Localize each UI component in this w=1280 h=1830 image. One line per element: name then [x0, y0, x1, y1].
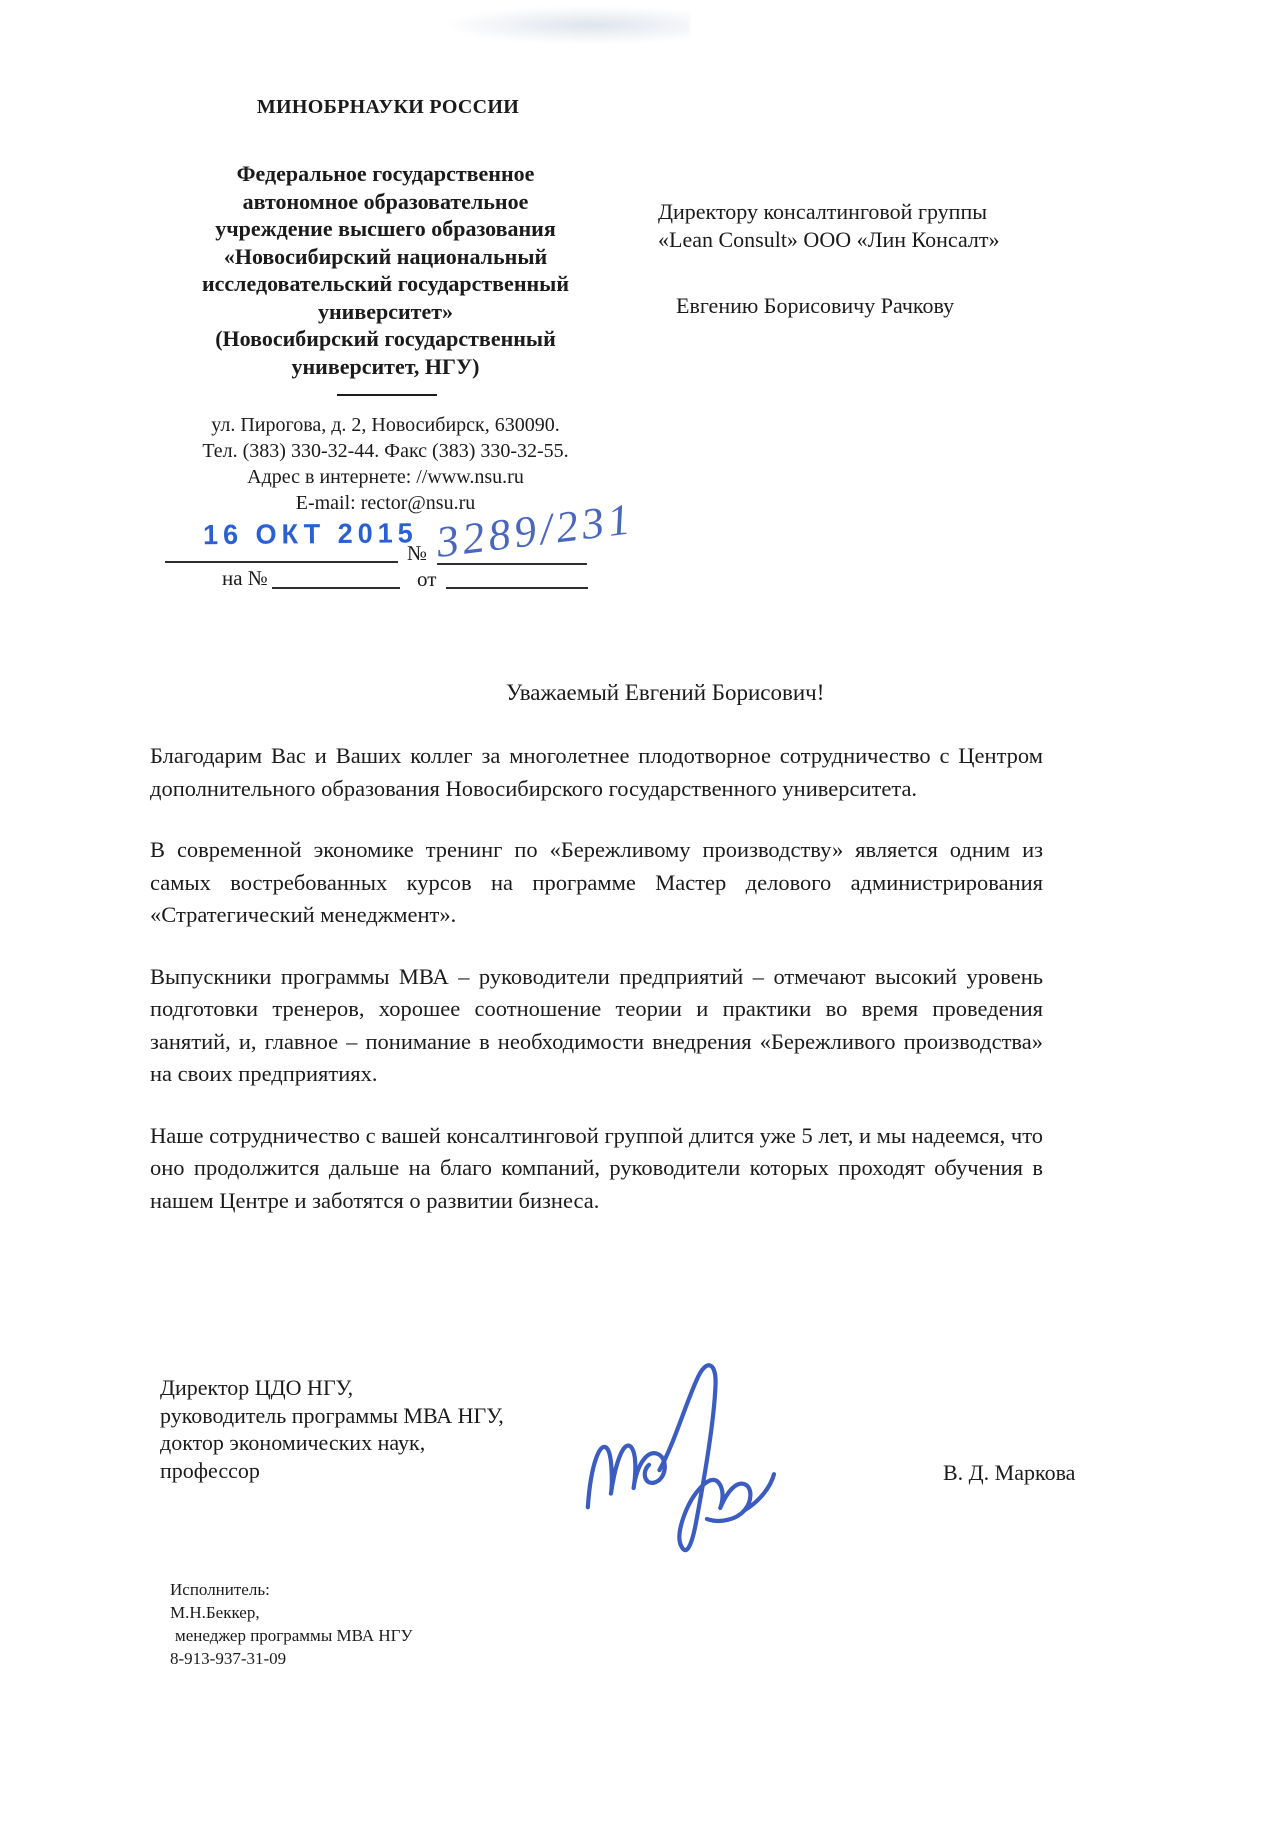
body-paragraph: Выпускники программы МВА – руководители предприятий – отмечают высокий уровень подготовки тренеров, хорошее соотношение теории и практики во время проведения занятий, и, главное – понимание в необходимости внедрения «Бережливого производства» на своих предприятиях. [150, 963, 1043, 1086]
org-name-line: Федеральное государственное [236, 161, 535, 186]
executor-name: М.Н.Беккер, [170, 1603, 260, 1622]
org-name-line: автономное образовательное [242, 188, 529, 214]
reply-to-number-label: на № [222, 566, 268, 590]
handwritten-outgoing-number: 3289/231 [433, 494, 637, 567]
executor-label: Исполнитель: [170, 1580, 270, 1599]
body-paragraph: Наше сотрудничество с вашей консалтинговой группой длится уже 5 лет, и мы надеемся, что оно продолжится дальше на благо компаний, руководители которых проходят обучения в нашем Центре и заботятся о развитии бизнеса. [150, 1122, 1043, 1213]
signatory-title-line: профессор [160, 1457, 260, 1483]
org-name-line: «Новосибирский национальный [223, 243, 548, 269]
letterhead-divider [337, 394, 437, 396]
email-line: E-mail: rector@nsu.ru [295, 492, 476, 514]
executor-title: менеджер программы МВА НГУ [175, 1626, 413, 1645]
body-paragraph: В современной экономике тренинг по «Бережливому производству» является одним из самых востребованных курсов на программе Мастер делового администрирования «Стратегический менеджмент». [150, 837, 1043, 927]
address-line: ул. Пирогова, д. 2, Новосибирск, 630090. [211, 414, 560, 436]
signatory-title-line: руководитель программы МВА НГУ, [160, 1402, 504, 1428]
signatory-name: В. Д. Маркова [943, 1460, 1076, 1485]
website-line: Адрес в интернете: //www.nsu.ru [247, 466, 524, 488]
letter-body [150, 740, 1043, 1246]
blank-reply-date-field [446, 587, 588, 589]
organization-name [128, 160, 643, 380]
signatory-title-line: доктор экономических наук, [160, 1430, 426, 1455]
recipient-company-line: «Lean Consult» ООО «Лин Консалт» [658, 227, 1000, 252]
blank-date-field [165, 561, 398, 563]
date-stamp: 16 ОКТ 2015 [202, 517, 418, 551]
org-name-line: (Новосибирский государственный [215, 326, 556, 351]
body-paragraph: Благодарим Вас и Ваших коллег за многолетнее плодотворное сотрудничество с Центром дополнительного образования Новосибирского государственного университета. [150, 743, 1043, 801]
scan-smudge [440, 6, 690, 44]
executor-phone: 8-913-937-31-09 [170, 1649, 287, 1668]
org-name-line: исследовательский государственный [201, 271, 570, 296]
handwritten-signature-image [565, 1348, 815, 1578]
number-label: № [407, 541, 428, 565]
recipient-title-line: Директору консалтинговой группы [658, 199, 988, 224]
executor-block [170, 1578, 413, 1670]
salutation: Уважаемый Евгений Борисович! [506, 680, 825, 705]
recipient-block [658, 198, 1088, 320]
phone-fax-line: Тел. (383) 330-32-44. Факс (383) 330-32-55. [202, 440, 569, 462]
org-name-line: университет, НГУ) [291, 353, 480, 379]
org-name-line: университет» [317, 298, 454, 324]
signatory-title-line: Директор ЦДО НГУ, [160, 1375, 354, 1400]
org-name-line: учреждение высшего образования [215, 216, 556, 241]
ministry-title: МИНОБРНАУКИ РОССИИ [256, 96, 520, 118]
recipient-name: Евгению Борисовичу Рачкову [676, 293, 955, 318]
blank-reply-number-field [272, 587, 400, 589]
reply-from-date-label: от [417, 567, 437, 591]
